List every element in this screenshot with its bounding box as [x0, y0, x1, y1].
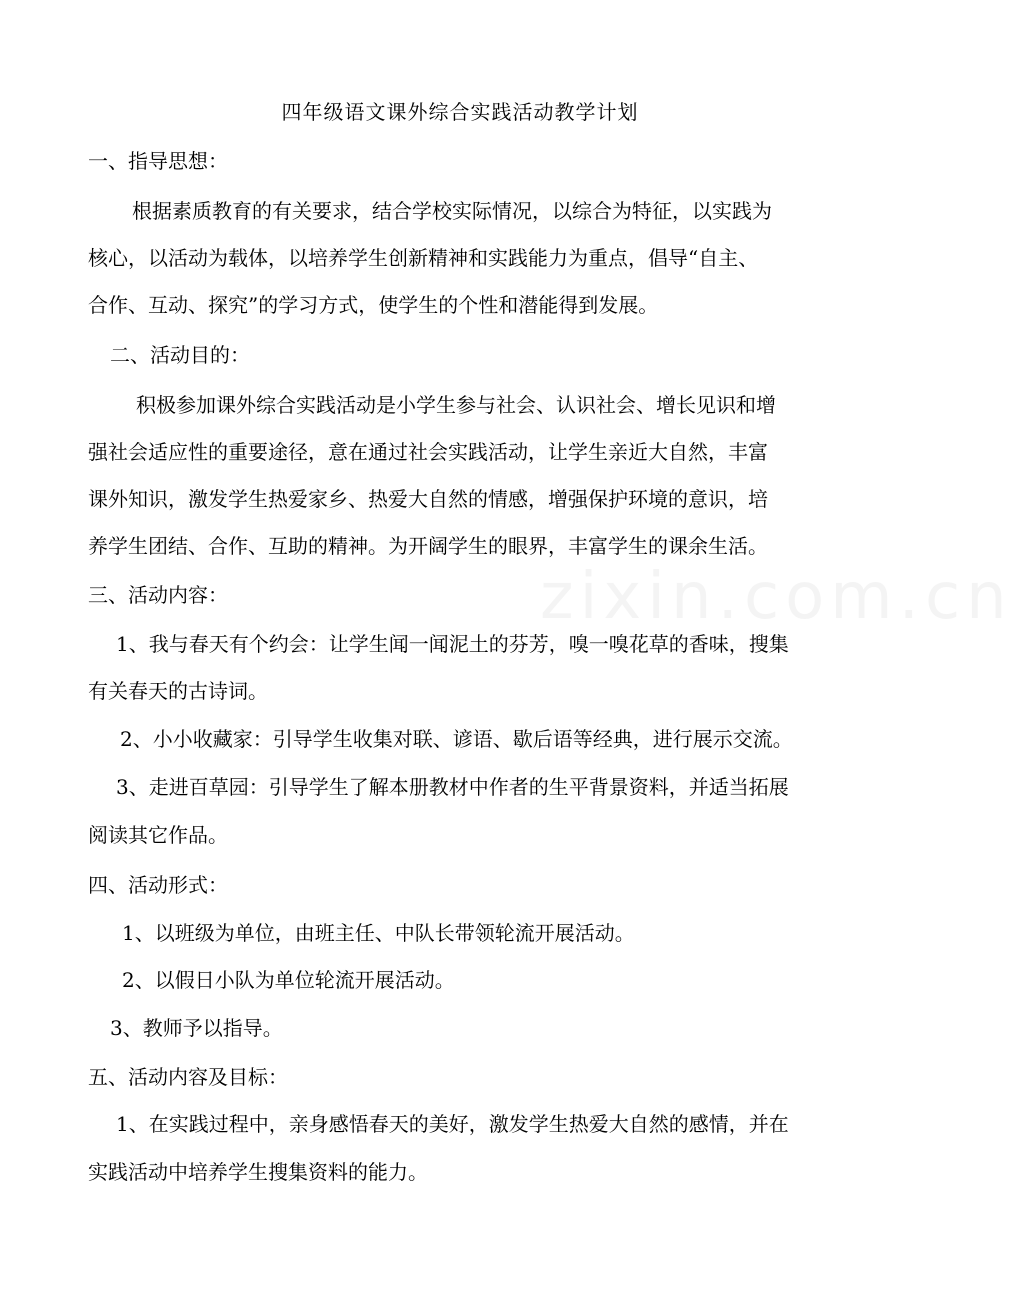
list-item: 1、以班级为单位，由班主任、中队长带领轮流开展活动。 [122, 921, 635, 945]
section-heading-activity-form: 四、活动形式： [88, 873, 228, 897]
paragraph-line: 积极参加课外综合实践活动是小学生参与社会、认识社会、增长见识和增 [136, 393, 776, 417]
list-item-continuation: 实践活动中培养学生搜集资料的能力。 [88, 1160, 428, 1184]
paragraph-line: 合作、互动、探究”的学习方式，使学生的个性和潜能得到发展。 [88, 293, 659, 317]
section-heading-activity-content: 三、活动内容： [88, 583, 228, 607]
section-heading-activity-purpose: 二、活动目的： [110, 343, 250, 367]
list-item-continuation: 有关春天的古诗词。 [88, 679, 268, 703]
list-item: 2、以假日小队为单位轮流开展活动。 [122, 968, 455, 992]
list-item: 1、我与春天有个约会：让学生闻一闻泥土的芬芳，嗅一嗅花草的香味，搜集 [116, 632, 789, 656]
list-item: 3、走进百草园：引导学生了解本册教材中作者的生平背景资料，并适当拓展 [116, 775, 789, 799]
list-item: 2、小小收藏家：引导学生收集对联、谚语、歇后语等经典，进行展示交流。 [120, 727, 793, 751]
paragraph-line: 养学生团结、合作、互助的精神。为开阔学生的眼界，丰富学生的课余生活。 [88, 534, 768, 558]
section-heading-content-and-goals: 五、活动内容及目标： [88, 1065, 288, 1089]
watermark: zixin.com.cn [540, 560, 1013, 634]
paragraph-line: 课外知识，激发学生热爱家乡、热爱大自然的情感，增强保护环境的意识，培 [88, 487, 768, 511]
paragraph-line: 根据素质教育的有关要求，结合学校实际情况，以综合为特征，以实践为 [132, 199, 772, 223]
paragraph-line: 核心，以活动为载体，以培养学生创新精神和实践能力为重点，倡导“自主、 [88, 246, 759, 270]
document-title: 四年级语文课外综合实践活动教学计划 [281, 100, 639, 124]
paragraph-line: 强社会适应性的重要途径，意在通过社会实践活动，让学生亲近大自然，丰富 [88, 440, 768, 464]
list-item: 3、教师予以指导。 [110, 1016, 283, 1040]
list-item: 1、在实践过程中，亲身感悟春天的美好，激发学生热爱大自然的感情，并在 [116, 1112, 789, 1136]
section-heading-guiding-thought: 一、指导思想： [88, 149, 228, 173]
list-item-continuation: 阅读其它作品。 [88, 823, 228, 847]
